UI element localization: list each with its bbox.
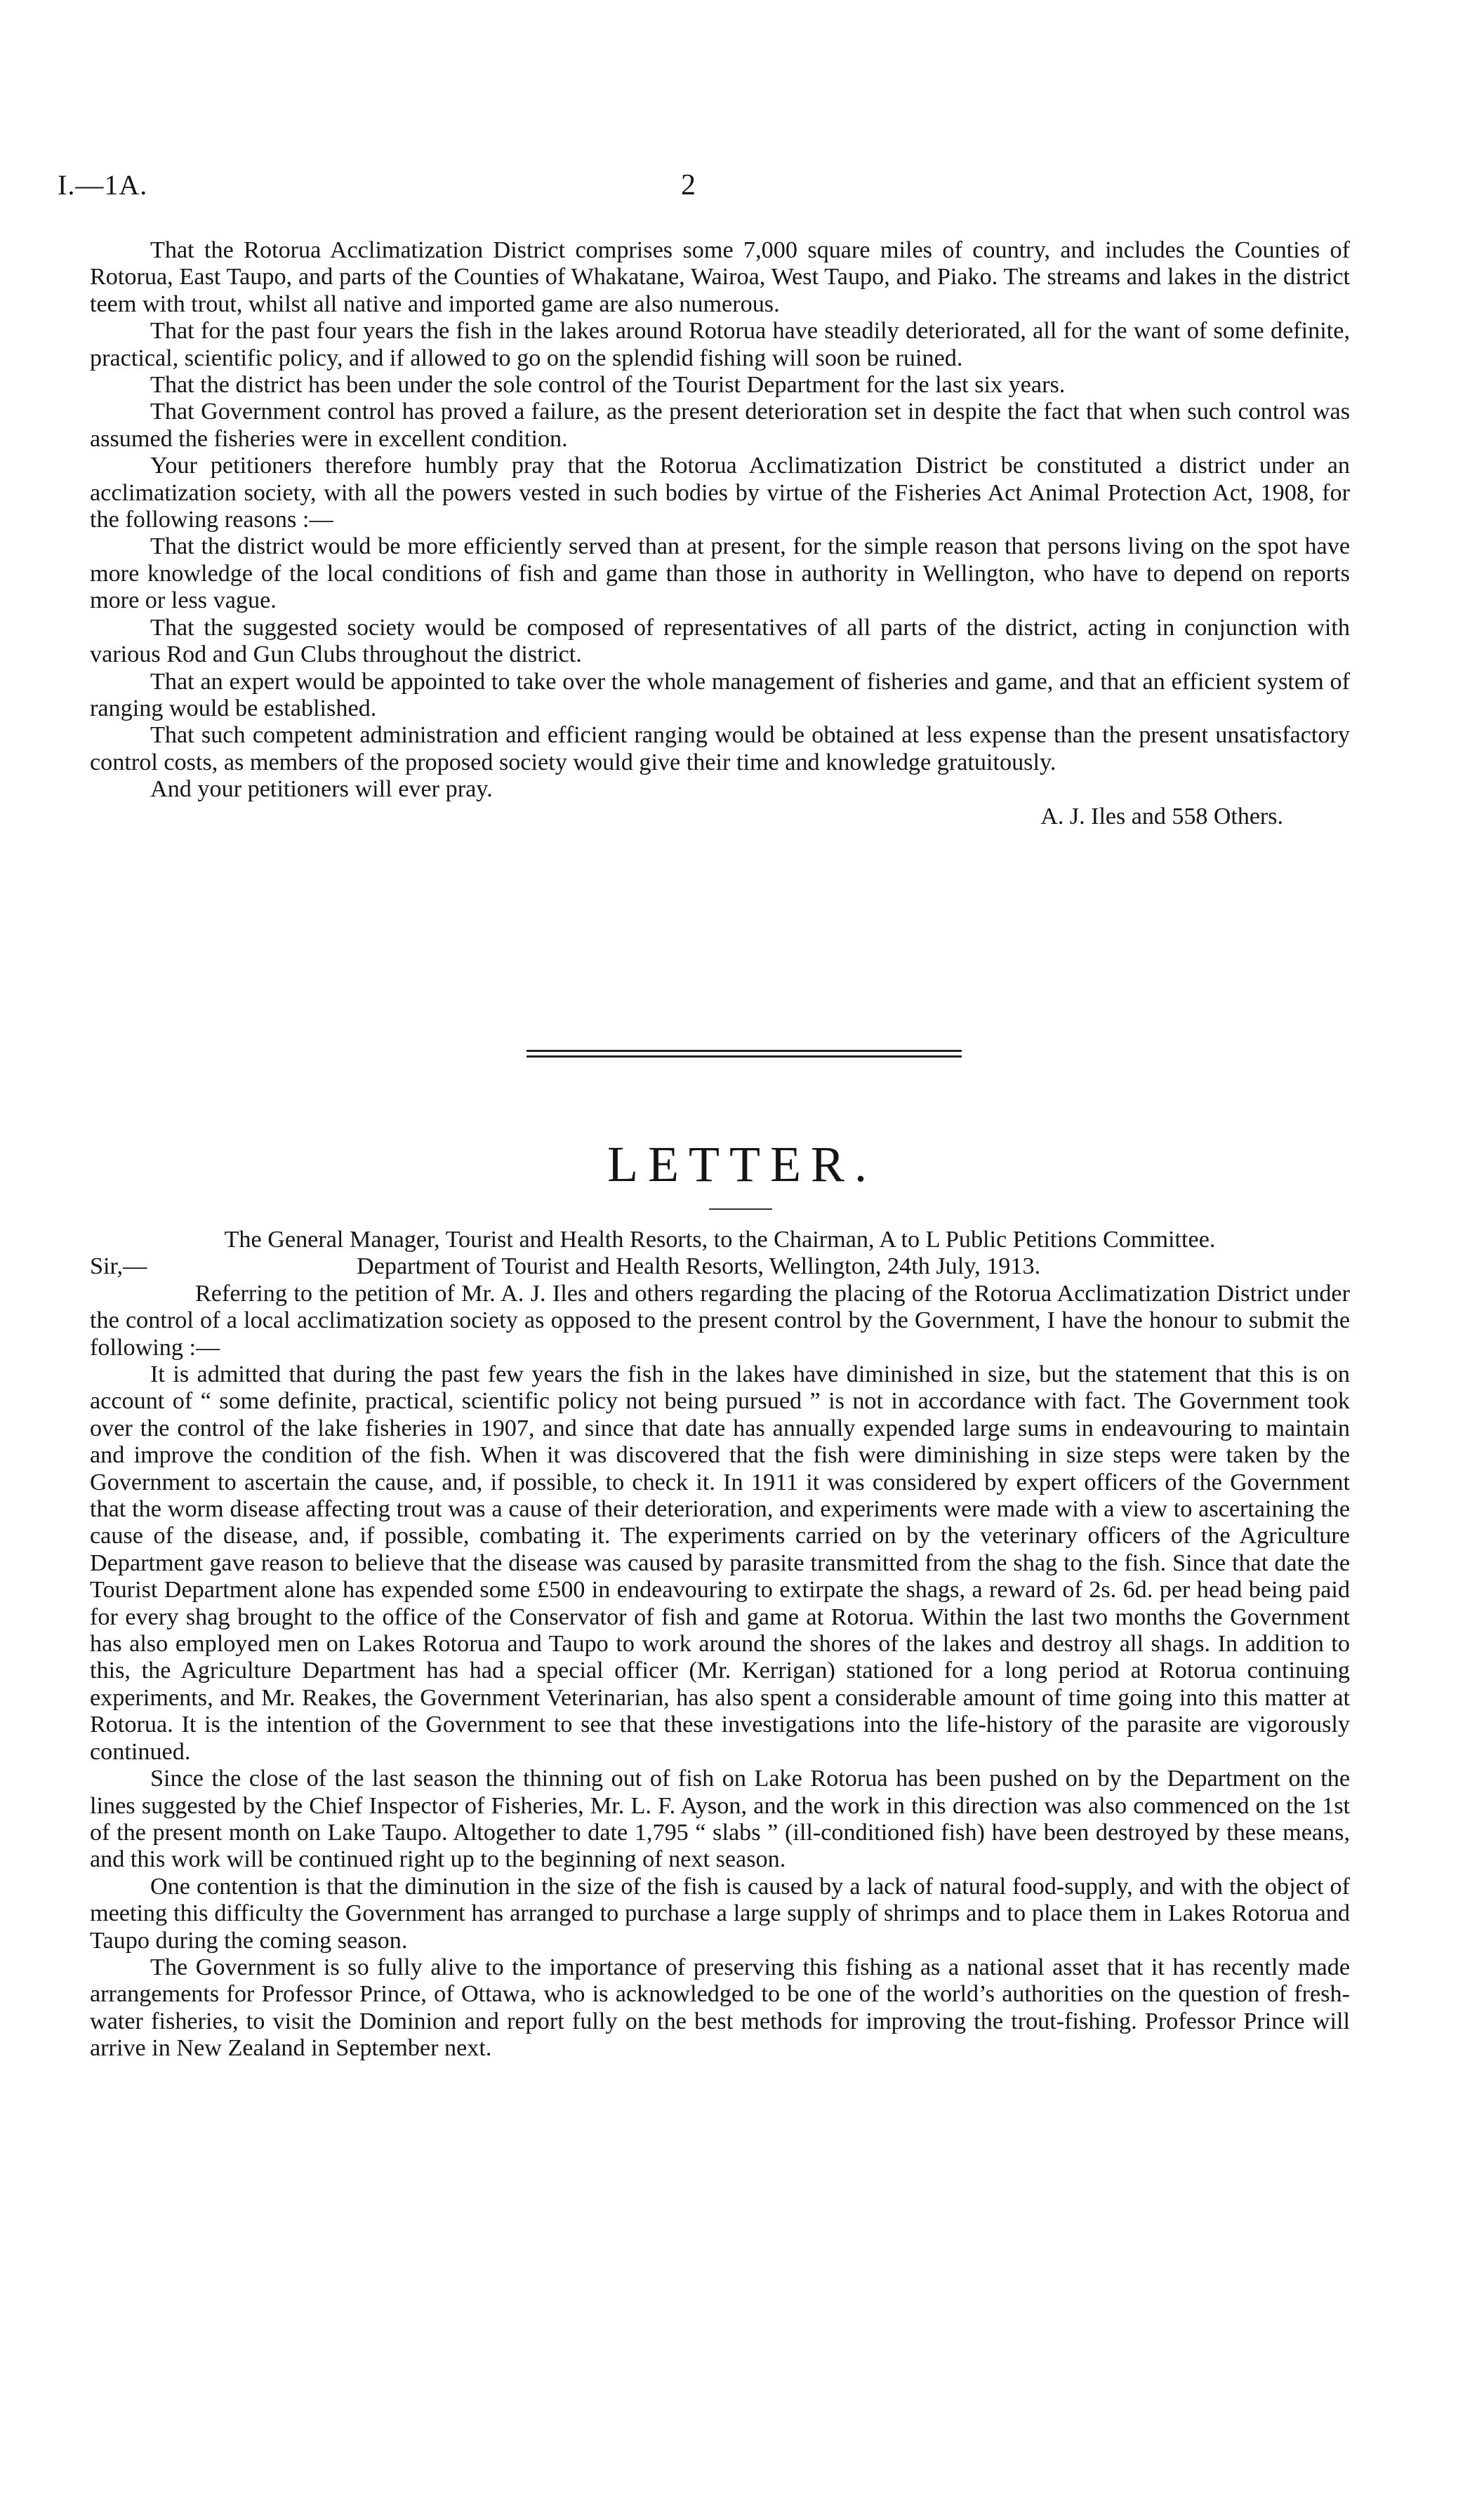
letter-heading: LETTER. bbox=[607, 1136, 877, 1192]
heading-dash bbox=[709, 1208, 772, 1210]
letter-paragraph: The Government is so fully alive to the importance of preserving this fishing as a national asset that it has recently made arrangements for Professor Prince, of Ottawa, who is acknowledged to be one of the world’s authorities on the question of fresh-water fisheries, to visit the Dominion and report fully on the best methods for improving the trout-fishing. Professor Prince will arrive in New Zealand in September next. bbox=[90, 1954, 1350, 2062]
petition-paragraph: That the Rotorua Acclimatization District comprises some 7,000 square miles of country, and includes the Counties of Rotorua, East Taupo, and parts of the Counties of Whakatane, Wairoa, West Taupo, and Piako. The streams and lakes in the district teem with trout, whilst all native and imported game are also numerous. bbox=[90, 237, 1350, 317]
petition-paragraph: That the suggested society would be composed of representatives of all parts of the district, acting in conjunction with various Rod and Gun Clubs throughout the district. bbox=[90, 614, 1350, 668]
document-reference: I.—1A. bbox=[58, 169, 148, 201]
petition-signature: A. J. Iles and 558 Others. bbox=[1040, 803, 1283, 829]
salutation: Sir,— bbox=[90, 1253, 147, 1280]
petition-paragraph: And your petitioners will ever pray. bbox=[150, 776, 493, 803]
dateline: Department of Tourist and Health Resorts, Wellington, 24th July, 1913. bbox=[357, 1253, 1041, 1280]
letter-body bbox=[90, 1227, 1350, 2062]
letter-address-line: The General Manager, Tourist and Health Resorts, to the Chairman, A to L Public Petitions Committee. bbox=[224, 1227, 1216, 1253]
section-divider bbox=[526, 1055, 962, 1058]
letter-paragraph: One contention is that the diminution in the size of the fish is caused by a lack of natural food-supply, and with the object of meeting this difficulty the Government has arranged to purchase a large supply of shrimps and to place them in Lakes Rotorua and Taupo during the coming season. bbox=[90, 1873, 1350, 1954]
petition-paragraph: That the district would be more efficiently served than at present, for the simple reason that persons living on the spot have more knowledge of the local conditions of fish and game than those in authority in Wellington, who have to depend on reports more or less vague. bbox=[90, 533, 1350, 614]
petition-paragraph: That the district has been under the sole control of the Tourist Department for the last six years. bbox=[150, 372, 1066, 399]
petition-paragraph: That an expert would be appointed to take over the whole management of fisheries and game, and that an efficient system of ranging would be established. bbox=[90, 668, 1350, 721]
letter-paragraph: It is admitted that during the past few years the fish in the lakes have diminished in size, but the statement that this is on account of “ some definite, practical, scientific policy not being pursued ” is not in accordance with fact. The Government took over the control of the lake fisheries in 1907, and since that date has annually expended large sums in endeavouring to maintain and improve the condition of the fish. When it was discovered that the fish were diminishing in size steps were taken by the Government to ascertain the cause, and, if possible, to check it. In 1911 it was considered by expert officers of the Government that the worm disease affecting trout was a cause of their deterioration, and experiments were made with a view to ascertaining the cause of the disease, and, if possible, combating it. The experiments carried on by the veterinary officers of the Agriculture Department gave reason to believe that the disease was caused by parasite transmitted from the shag to the fish. Since that date the Tourist Department alone has expended some £500 in endeavouring to extirpate the shags, a reward of 2s. 6d. per head being paid for every shag brought to the office of the Conservator of fish and game at Rotorua. Within the last two months the Government has also employed men on Lakes Rotorua and Taupo to work around the shores of the lakes and destroy all shags. In addition to this, the Agriculture Department has had a special officer (Mr. Kerrigan) stationed for a long period at Rotorua continuing experiments, and Mr. Reakes, the Government Veterinarian, has also spent a considerable amount of time going into this matter at Rotorua. It is the intention of the Government to see that these investigations into the life-history of the parasite are vigorously continued. bbox=[90, 1361, 1350, 1765]
petition-paragraph: Your petitioners therefore humbly pray that the Rotorua Acclimatization District be constituted a district under an acclimatization society, with all the powers vested in such bodies by virtue of the Fisheries Act Animal Protection Act, 1908, for the following reasons :— bbox=[90, 453, 1350, 533]
section-divider bbox=[526, 1050, 962, 1052]
page-number: 2 bbox=[681, 169, 696, 201]
petition-paragraph: That for the past four years the fish in the lakes around Rotorua have steadily deteriorated, all for the want of some definite, practical, scientific policy, and if allowed to go on the splendid fishing will soon be ruined. bbox=[90, 318, 1350, 371]
salutation-line bbox=[90, 1253, 1350, 1280]
petition-paragraph: That such competent administration and efficient ranging would be obtained at less expense than the present unsatisfactory control costs, as members of the proposed society would give their time and knowledge gratuitously. bbox=[90, 722, 1350, 775]
letter-paragraph: Referring to the petition of Mr. A. J. Iles and others regarding the placing of the Rotorua Acclimatization District under the control of a local acclimatization society as opposed to the present control by the Government, I have the honour to submit the following :— bbox=[90, 1280, 1350, 1361]
petition-paragraph: That Government control has proved a failure, as the present deterioration set in despite the fact that when such control was assumed the fisheries were in excellent condition. bbox=[90, 399, 1350, 452]
letter-paragraph: Since the close of the last season the thinning out of fish on Lake Rotorua has been pushed on by the Department on the lines suggested by the Chief Inspector of Fisheries, Mr. L. F. Ayson, and the work in this direction was also commenced on the 1st of the present month on Lake Taupo. Altogether to date 1,795 “ slabs ” (ill-conditioned fish) have been destroyed by these means, and this work will be continued right up to the beginning of next season. bbox=[90, 1766, 1350, 1873]
petition-body bbox=[90, 237, 1350, 830]
